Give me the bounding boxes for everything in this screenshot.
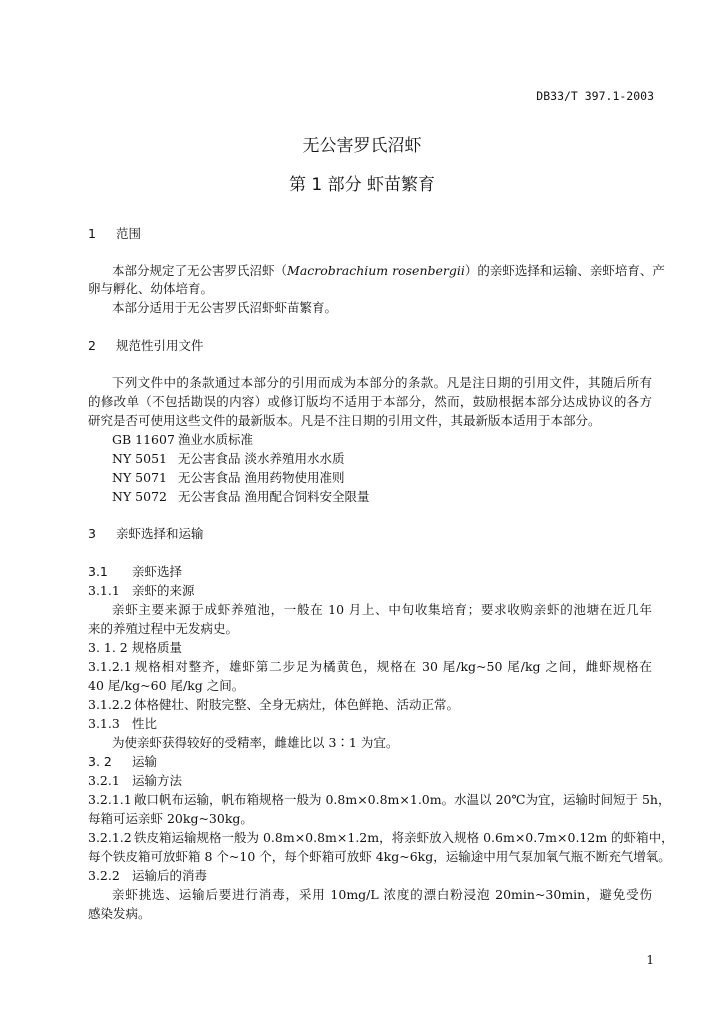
paragraph-line: 的修改单（不包括勘误的内容）或修订版均不适用于本部分，然而，鼓励根据本部分达成协议的各方	[88, 394, 652, 409]
clause-heading: 3.1.1 亲虾的来源	[88, 583, 195, 598]
latin-name: Macrobrachium rosenbergii	[287, 263, 465, 278]
subsection-heading: 3. 2 运输	[88, 754, 158, 769]
section-title: 范围	[116, 226, 142, 241]
paragraph-line: 亲虾主要来源于成虾养殖池，一般在 10 月上、中旬收集培育；要求收购亲虾的池塘在近几年	[112, 602, 652, 617]
clause-heading: 3.1.3 性比	[88, 716, 158, 731]
paragraph-line: 研究是否可使用这些文件的最新版本。凡是不注日期的引用文件，其最新版本适用于本部分。	[88, 413, 601, 428]
reference-item: NY 5071 无公害食品 渔用药物使用准则	[112, 470, 345, 485]
text-run: ）的亲虾选择和运输、亲虾培育、产	[464, 263, 665, 278]
section-number: 1	[88, 226, 96, 241]
clause-heading: 3. 1. 2 规格质量	[88, 640, 183, 655]
clause-heading: 3.2.2 运输后的消毒	[88, 868, 208, 883]
reference-item: NY 5051 无公害食品 淡水养殖用水水质	[112, 451, 345, 466]
paragraph-line: 卵与孵化、幼体培育。	[88, 281, 214, 296]
reference-item: NY 5072 无公害食品 渔用配合饲料安全限量	[112, 489, 370, 504]
paragraph-line: 每个铁皮箱可放虾箱 8 个~10 个，每个虾箱可放虾 4kg~6kg，运输途中用气泵加氧气瓶不断充气增氧。	[88, 849, 671, 864]
paragraph-line: 下列文件中的条款通过本部分的引用而成为本部分的条款。凡是注日期的引用文件，其随后所有	[112, 375, 652, 390]
section-2-heading	[88, 338, 204, 354]
clause-heading: 3.2.1 运输方法	[88, 773, 183, 788]
paragraph-line: 为使亲虾获得较好的受精率，雌雄比以 3∶1 为宜。	[112, 735, 399, 750]
subsection-heading: 3.1 亲虾选择	[88, 564, 183, 579]
paragraph-line	[112, 263, 665, 279]
section-number: 2	[88, 338, 96, 353]
paragraph-line: 每箱可运亲虾 20kg~30kg。	[88, 811, 253, 826]
document-title: 无公害罗氏沼虾	[302, 136, 422, 156]
document-subtitle: 第 1 部分 虾苗繁育	[288, 175, 436, 195]
reference-item: GB 11607 渔业水质标准	[112, 432, 254, 447]
text-run: 本部分规定了无公害罗氏沼虾（	[112, 263, 288, 278]
section-1-heading	[88, 226, 141, 242]
section-title: 规范性引用文件	[116, 338, 204, 353]
paragraph-line: 3.2.1.2 铁皮箱运输规格一般为 0.8m×0.8m×1.2m，将亲虾放入规格 0.6m×0.7m×0.12m 的虾箱中，	[88, 830, 674, 845]
paragraph-line: 40 尾/kg~60 尾/kg 之间。	[88, 678, 245, 693]
standard-number: DB33/T 397.1-2003	[536, 89, 654, 103]
section-title: 亲虾选择和运输	[116, 526, 204, 541]
paragraph-line: 来的养殖过程中无发病史。	[88, 621, 239, 636]
section-number: 3	[88, 526, 96, 541]
paragraph-line: 本部分适用于无公害罗氏沼虾虾苗繁育。	[112, 300, 338, 315]
paragraph-line: 亲虾挑选、运输后要进行消毒，采用 10mg/L 浓度的漂白粉浸泡 20min~30min，避免受伤	[112, 887, 652, 902]
paragraph-line: 3.2.1.1 敞口帆布运输，帆布箱规格一般为 0.8m×0.8m×1.0m。水温以 20℃为宜，运输时间短于 5h，	[88, 792, 671, 807]
paragraph-line: 3.1.2.1 规格相对整齐，雄虾第二步足为橘黄色，规格在 30 尾/kg~50 尾/kg 之间，雌虾规格在	[88, 659, 652, 674]
paragraph-line: 3.1.2.2 体格健壮、附肢完整、全身无病灶，体色鲜艳、活动正常。	[88, 697, 460, 712]
page-number: 1	[646, 953, 654, 967]
paragraph-line: 感染发病。	[88, 906, 151, 921]
section-3-heading	[88, 526, 204, 542]
